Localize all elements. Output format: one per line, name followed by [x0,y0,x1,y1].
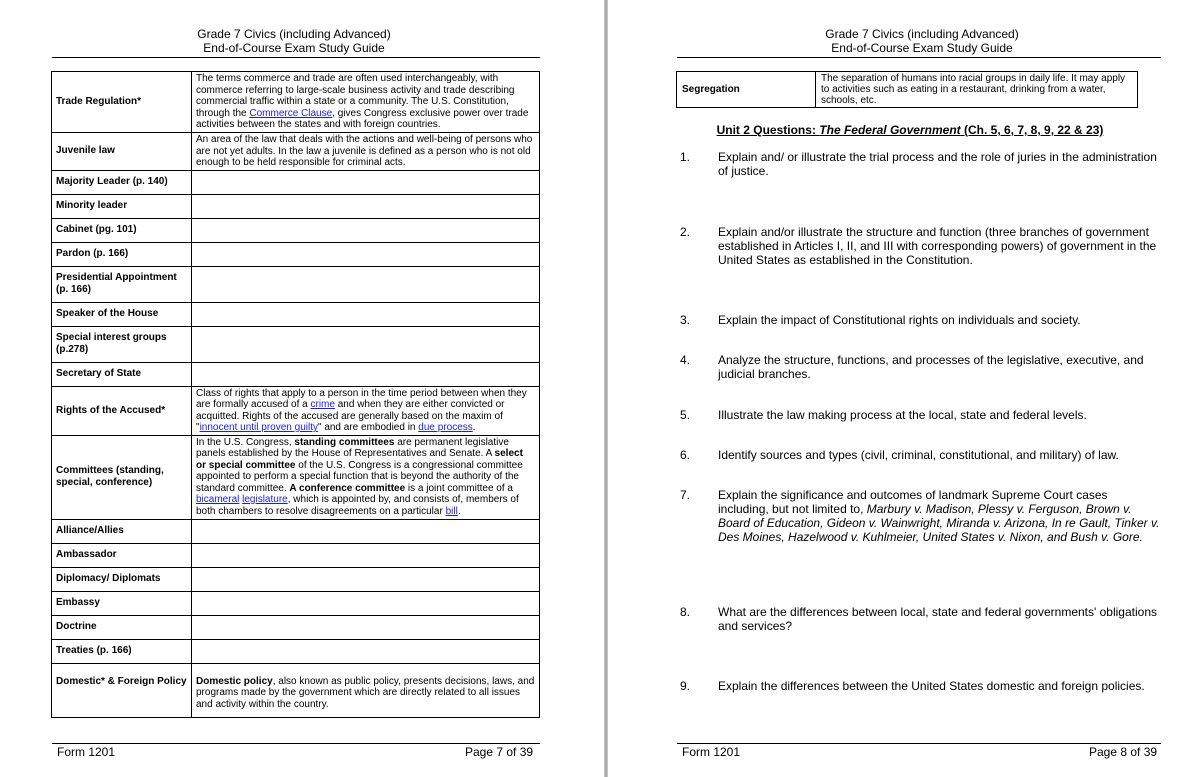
header-title: Grade 7 Civics (including Advanced) [197,27,391,41]
definition-cell [192,543,540,567]
definition-text: A conference committee [289,482,406,494]
definition-text: In the U.S. Congress, [196,436,295,448]
table-row [677,72,1138,108]
definition-text: and when they are either convicted or acquitted. Rights of the accused are generally based on the maxim of " [196,399,505,433]
term-cell: Treaties (p. 166) [52,639,192,663]
definition-cell [192,326,540,362]
definition-cell [192,567,540,591]
question-text-part: Illustrate the law making process at the local, state and federal levels. [718,408,1087,422]
term-cell: Secretary of State [52,362,192,386]
question-text-part: Explain the impact of Constitutional rights on individuals and society. [718,313,1081,327]
definition-cell: The separation of humans into racial groups in daily life. It may apply to activities such as eating in a restaurant, drinking from a water, schools, etc. [816,72,1138,108]
definition-text: , which is appointed by, and consists of, members of both chambers to resolve disagreements on a particular [196,494,519,517]
definition-text: is a joint committee of a [405,482,513,494]
definition-cell [192,133,540,171]
term-cell: Trade Regulation* [52,72,192,133]
definition-link[interactable]: innocent until proven guilty [199,422,318,433]
table-row [52,72,540,133]
table-row [52,170,540,194]
term-cell: Committees (standing, special, conference) [52,435,192,519]
definition-cell [192,519,540,543]
table-row [52,194,540,218]
question-text [718,150,1160,178]
question-number: 4. [680,353,691,367]
question-text [718,353,1160,381]
table-row [52,543,540,567]
question-number: 2. [680,225,691,239]
table-row [52,133,540,171]
definition-cell [192,591,540,615]
definition-link[interactable]: bill [445,505,458,517]
table-row [52,615,540,639]
definition-cell [192,615,540,639]
definition-cell [192,72,540,133]
definition-cell [192,170,540,194]
definition-link[interactable]: crime [310,399,335,410]
table-row [52,591,540,615]
term-cell: Minority leader [52,194,192,218]
term-cell: Embassy [52,591,192,615]
term-cell: Pardon (p. 166) [52,242,192,266]
definition-text: are permanent legislative panels established by the House of Representatives and Senate. A [196,436,509,459]
question-number: 3. [680,313,691,327]
term-cell: Domestic* & Foreign Policy [52,663,192,717]
definition-link[interactable]: Commerce Clause [249,107,333,119]
table-row [52,362,540,386]
definition-text: Class of rights that apply to a person in the time period between when they are formally accused of a [196,387,527,410]
question-number: 1. [680,150,691,164]
question-number: 9. [680,679,691,693]
vocabulary-table [51,71,540,718]
page-header [48,27,540,55]
footer-rule [677,743,1161,744]
definition-text: An area of the law that deals with the actions and well-being of persons who are not yet adults. In the law a juvenile is defined as a person who is not old enough to be held responsible for criminal acts. [196,134,533,168]
table-row [52,218,540,242]
table-row [52,302,540,326]
definition-cell [192,362,540,386]
table-row [52,242,540,266]
definition-text: . [472,422,476,433]
definition-cell [192,242,540,266]
header-subtitle: End-of-Course Exam Study Guide [831,41,1013,55]
definition-cell [192,194,540,218]
table-row [52,639,540,663]
definition-text: . [457,505,461,517]
definition-text: standing committees [294,436,395,448]
table-row [52,663,540,717]
table-row [52,386,540,435]
table-row [52,567,540,591]
definition-link[interactable]: bicameral [196,494,240,505]
question-text [718,225,1160,267]
question-text [718,448,1160,462]
term-cell: Presidential Appointment (p. 166) [52,266,192,302]
question-text-part: Explain the differences between the United States domestic and foreign policies. [718,679,1145,693]
unit-heading-prefix: Unit 2 Questions: [716,123,820,137]
footer-rule [52,743,540,744]
question-text [718,679,1160,693]
definition-text: " and are embodied in [317,422,419,433]
definition-cell [192,435,540,519]
term-cell: Special interest groups (p.278) [52,326,192,362]
question-text [718,605,1160,633]
definition-cell [192,386,540,435]
footer-page-number: Page 8 of 39 [1089,745,1158,759]
definition-text: of the U.S. Congress is a congressional committee appointed to perform a special function that is beyond the authority of the standard committee. [196,459,523,494]
question-text [718,488,1160,544]
definition-text: The terms commerce and trade are often used interchangeably, with commerce referring to large-scale business activity and trade describing commercial traffic within a state or a community. The U.S. Constitution, through the [196,73,515,119]
unit-heading-chapters: (Ch. 5, 6, 7, 8, 9, 22 & 23) [960,123,1104,137]
question-number: 8. [680,605,691,619]
definition-cell [192,663,540,717]
question-text [718,313,1160,327]
definition-cell [192,266,540,302]
header-title: Grade 7 Civics (including Advanced) [825,27,1019,41]
definition-link[interactable]: legislature [242,494,288,505]
table-row [52,435,540,519]
footer-page-number: Page 7 of 39 [465,745,534,759]
definition-text: Domestic policy [196,675,273,687]
term-cell: Speaker of the House [52,302,192,326]
definition-link[interactable]: due process [418,422,473,433]
term-cell: Doctrine [52,615,192,639]
header-rule [52,57,540,58]
question-text-part: Explain the significance and outcomes of landmark Supreme Court cases including, but not limited to, [718,488,1108,516]
definition-cell [192,302,540,326]
term-cell: Ambassador [52,543,192,567]
term-cell: Majority Leader (p. 140) [52,170,192,194]
question-text [718,408,1160,422]
table-row [52,326,540,362]
definition-cell [192,218,540,242]
question-number: 7. [680,488,691,502]
table-row [52,266,540,302]
definition-text: , also known as public policy, presents decisions, laws, and programs made by the government which are directly related to all issues and activity within the country. [196,675,535,710]
header-subtitle: End-of-Course Exam Study Guide [203,41,385,55]
unit-heading [676,123,1144,137]
unit-heading-title: The Federal Government [819,123,961,137]
term-cell: Rights of the Accused* [52,386,192,435]
term-cell: Segregation [677,72,816,108]
question-number: 5. [680,408,691,422]
question-text-part: What are the differences between local, state and federal governments' obligations and services? [718,605,1158,633]
term-cell: Alliance/Allies [52,519,192,543]
definition-text: , gives Congress exclusive power over trade activities between the states and with foreign countries. [196,107,529,130]
term-cell: Cabinet (pg. 101) [52,218,192,242]
question-text-part: Explain and/or illustrate the structure and function (three branches of government established in Articles I, II, and III with corresponding powers) of government in the United States as established in the Constitution. [718,225,1157,267]
question-text-part: Analyze the structure, functions, and processes of the legislative, executive, and judicial branches. [718,353,1144,381]
definition-text: select or special committee [196,448,523,471]
definition-cell [192,639,540,663]
question-text-part: Marbury v. Madison, Plessy v. Ferguson, Brown v. Board of Education, Gideon v. Wainwright, Miranda v. Arizona, In re Gault, Tinker v. Des Moines, Hazelwood v. Kuhlmeier, United States v. Nixon, and Bush v. Gore. [718,502,1160,544]
question-text-part: Identify sources and types (civil, criminal, constitutional, and military) of law. [718,448,1119,462]
footer-form: Form 1201 [682,745,741,759]
segregation-table [676,71,1138,108]
page-8 [608,0,1200,777]
question-number: 6. [680,448,691,462]
footer-form: Form 1201 [57,745,116,759]
page-header [676,27,1168,55]
term-cell: Juvenile law [52,133,192,171]
header-rule [677,57,1161,58]
table-row [52,519,540,543]
question-text-part: Explain and/ or illustrate the trial process and the role of juries in the administration of justice. [718,150,1157,178]
term-cell: Diplomacy/ Diplomats [52,567,192,591]
